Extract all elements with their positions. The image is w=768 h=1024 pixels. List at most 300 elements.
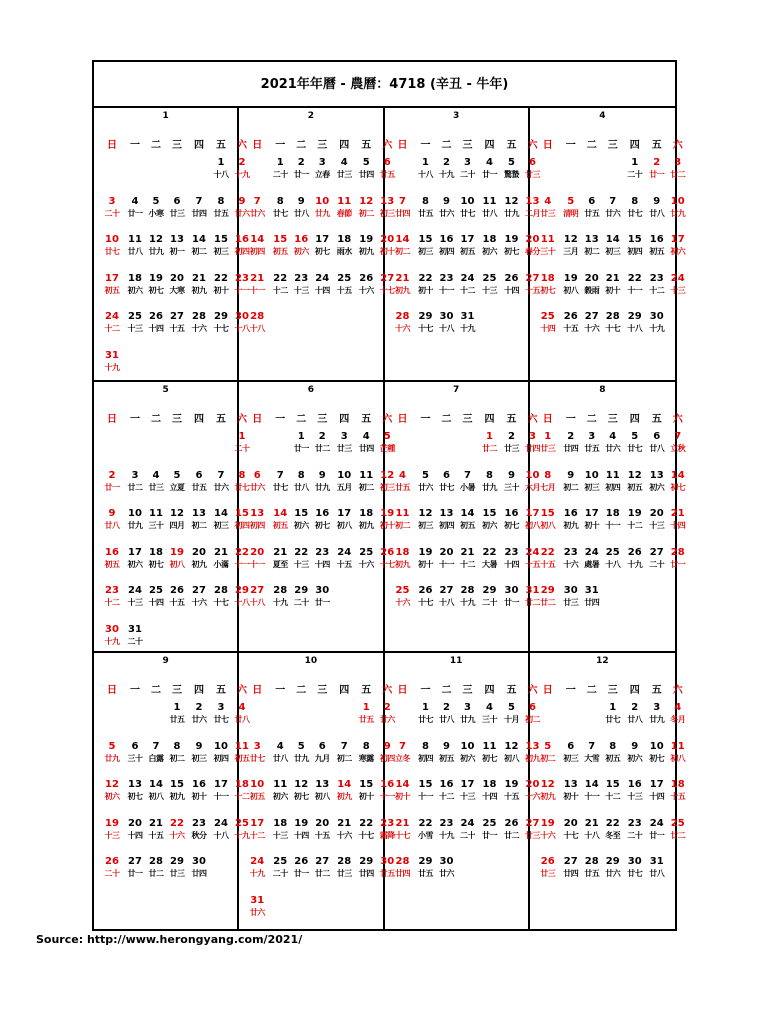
day-cell — [393, 273, 413, 297]
day-number: 17 — [584, 508, 599, 519]
lunar-date: 廿四 — [525, 444, 540, 453]
lunar-date: 初七 — [314, 247, 330, 256]
day-number: 18 — [359, 508, 374, 519]
weekday-header: 四 — [194, 140, 204, 151]
day-number: 1 — [609, 702, 617, 713]
day-number: 4 — [399, 469, 406, 481]
day-cell — [458, 818, 478, 842]
day-number: 17 — [315, 234, 330, 245]
day-number: 12 — [418, 508, 433, 519]
lunar-date: 二十 — [127, 636, 143, 646]
day-number: 25 — [605, 546, 620, 558]
day-number: 24 — [670, 272, 685, 284]
day-number: 25 — [273, 856, 288, 867]
day-number: 18 — [149, 546, 163, 558]
day-cell — [480, 196, 500, 220]
lunar-date: 十七 — [418, 324, 433, 333]
day-cell — [334, 234, 354, 258]
day-cell — [502, 234, 522, 258]
lunar-date: 初二 — [358, 208, 374, 218]
day-number: 3 — [217, 702, 225, 713]
lunar-date: 十六 — [395, 598, 410, 607]
day-number: 5 — [544, 740, 552, 752]
day-cell — [312, 741, 332, 765]
weekday-header: 四 — [484, 414, 495, 425]
day-number: 30 — [439, 856, 454, 867]
month-11 — [385, 653, 540, 929]
day-cell — [647, 702, 667, 726]
day-cell — [480, 818, 500, 842]
lunar-date: 廿七 — [249, 753, 265, 763]
day-cell — [291, 273, 311, 297]
day-number: 2 — [383, 702, 391, 713]
day-number: 23 — [192, 817, 206, 829]
day-number: 5 — [508, 157, 515, 168]
day-number: 23 — [380, 817, 395, 829]
weekday-header: 五 — [216, 685, 226, 696]
day-cell — [625, 431, 645, 455]
day-cell — [603, 702, 623, 726]
lunar-date: 十一 — [627, 285, 643, 295]
lunar-date: 廿三 — [540, 869, 556, 878]
day-cell — [102, 350, 122, 374]
lunar-date: 十六 — [540, 830, 556, 840]
lunar-date: 廿二 — [540, 598, 556, 607]
lunar-date: 初六 — [627, 753, 643, 763]
lunar-date: 初七 — [504, 521, 519, 530]
day-number: 8 — [238, 469, 246, 481]
day-cell — [167, 234, 187, 258]
day-number: 8 — [422, 740, 429, 752]
lunar-date: 廿五 — [379, 170, 395, 179]
lunar-date: 十四 — [482, 792, 497, 801]
day-cell — [247, 547, 267, 571]
day-number: 26 — [380, 546, 395, 558]
day-number: 22 — [418, 272, 433, 284]
day-cell — [458, 157, 478, 181]
lunar-date: 初七 — [148, 285, 164, 295]
lunar-date: 廿四 — [563, 444, 579, 453]
day-cell — [480, 234, 500, 258]
day-number: 6 — [588, 195, 596, 207]
lunar-date: 初五 — [104, 285, 120, 295]
day-cell — [625, 157, 645, 181]
day-number: 9 — [653, 195, 661, 207]
lunar-date: 初三 — [418, 521, 433, 530]
day-number: 10 — [337, 469, 352, 481]
day-cell — [247, 818, 267, 842]
weekday-header: 五 — [651, 685, 662, 696]
day-cell — [189, 273, 209, 297]
day-number: 16 — [192, 779, 206, 790]
weekday-header: 五 — [651, 414, 662, 425]
lunar-date: 三十 — [127, 753, 143, 763]
lunar-date: 廿八 — [104, 521, 120, 530]
day-number: 28 — [192, 311, 206, 322]
day-number: 21 — [192, 272, 206, 284]
lunar-date: 初八 — [540, 521, 556, 530]
day-number: 5 — [108, 740, 116, 752]
lunar-date: 廿四 — [358, 869, 374, 878]
lunar-date: 三十 — [540, 247, 556, 256]
weekday-header: 二 — [296, 140, 307, 151]
lunar-date: 廿一 — [482, 170, 497, 179]
lunar-date: 二十 — [293, 598, 309, 607]
day-cell — [437, 157, 457, 181]
day-cell — [312, 273, 332, 297]
lunar-date: 初十 — [395, 792, 410, 801]
day-cell — [603, 196, 623, 220]
weekday-header: 一 — [275, 414, 286, 425]
lunar-date: 廿二 — [482, 444, 497, 453]
day-cell — [102, 508, 122, 532]
day-number: 9 — [567, 469, 575, 481]
day-cell — [146, 779, 166, 803]
day-cell — [393, 508, 413, 532]
day-cell — [334, 741, 354, 765]
day-number: 2 — [508, 431, 515, 442]
lunar-date: 立冬 — [395, 753, 410, 763]
day-cell — [125, 818, 145, 842]
day-number: 11 — [670, 740, 685, 752]
lunar-date: 初七 — [504, 247, 519, 256]
day-number: 19 — [418, 546, 433, 558]
day-number: 24 — [649, 817, 664, 829]
weekday-header: 二 — [296, 414, 307, 425]
day-cell — [502, 779, 522, 803]
weekday-header: 四 — [194, 414, 204, 425]
lunar-date: 初七 — [314, 521, 330, 530]
day-cell — [647, 818, 667, 842]
day-number: 23 — [235, 272, 249, 284]
day-number: 10 — [214, 740, 228, 752]
lunar-date: 廿五 — [584, 869, 600, 878]
lunar-date: 十五 — [540, 559, 556, 569]
lunar-date: 雨水 — [336, 247, 352, 256]
lunar-date: 十一 — [379, 792, 395, 801]
day-cell — [270, 779, 290, 803]
day-number: 28 — [149, 856, 163, 867]
day-number: 21 — [273, 546, 288, 558]
lunar-date: 廿六 — [439, 208, 454, 218]
day-cell — [334, 547, 354, 571]
month-number: 4 — [599, 111, 606, 121]
lunar-date: 初五 — [272, 247, 288, 256]
day-cell — [334, 508, 354, 532]
lunar-date: 廿七 — [460, 208, 475, 218]
day-cell — [125, 624, 145, 648]
day-cell — [538, 856, 558, 880]
day-number: 24 — [250, 856, 265, 867]
day-number: 26 — [105, 856, 119, 867]
day-number: 25 — [235, 817, 249, 829]
day-number: 30 — [380, 856, 395, 867]
lunar-date: 十八 — [249, 598, 265, 607]
lunar-date: 十一 — [249, 559, 265, 569]
day-number: 4 — [131, 195, 139, 207]
day-cell — [668, 196, 688, 220]
weekday-header: 四 — [194, 685, 204, 696]
weekday-header: 六 — [672, 140, 683, 151]
day-number: 8 — [422, 195, 429, 207]
day-cell — [291, 818, 311, 842]
lunar-date: 十八 — [234, 598, 250, 607]
day-number: 28 — [395, 311, 410, 322]
lunar-date: 十八 — [627, 324, 643, 333]
day-number: 24 — [525, 546, 540, 558]
day-number: 30 — [105, 623, 119, 635]
lunar-date: 初十 — [213, 285, 229, 295]
lunar-date: 廿八 — [649, 208, 665, 218]
weekday-header: 五 — [361, 685, 372, 696]
day-cell — [625, 741, 645, 765]
day-number: 29 — [214, 311, 228, 322]
day-number: 20 — [584, 272, 599, 284]
day-number: 27 — [380, 272, 395, 284]
lunar-date: 十九 — [627, 559, 643, 569]
day-number: 1 — [422, 157, 429, 168]
day-cell — [625, 196, 645, 220]
day-cell — [625, 702, 645, 726]
lunar-date: 十九 — [460, 598, 475, 607]
day-number: 24 — [105, 311, 119, 322]
day-cell — [625, 470, 645, 494]
lunar-date: 廿一 — [504, 598, 519, 607]
weekday-header: 五 — [361, 140, 372, 151]
lunar-date: 廿九 — [504, 208, 519, 218]
lunar-date: 十五 — [670, 792, 686, 801]
lunar-date: 三十 — [504, 482, 519, 492]
weekday-header: 三 — [172, 414, 182, 425]
day-number: 3 — [653, 702, 661, 713]
day-cell — [538, 311, 558, 335]
day-cell — [502, 818, 522, 842]
lunar-date: 初四 — [234, 521, 250, 530]
lunar-date: 十一 — [605, 521, 621, 530]
day-number: 20 — [170, 272, 184, 284]
day-number: 6 — [443, 469, 450, 481]
lunar-date: 二月 — [525, 208, 540, 218]
day-cell — [125, 508, 145, 532]
day-number: 18 — [235, 779, 249, 790]
day-cell — [312, 779, 332, 803]
lunar-date: 初十 — [563, 792, 579, 801]
lunar-date: 初六 — [670, 247, 686, 256]
day-cell — [480, 470, 500, 494]
day-number: 10 — [525, 469, 540, 481]
day-cell — [312, 508, 332, 532]
day-cell — [625, 779, 645, 803]
lunar-date: 初十 — [584, 521, 600, 530]
day-number: 30 — [504, 585, 519, 596]
lunar-date: 廿八 — [439, 715, 454, 724]
day-number: 27 — [315, 856, 330, 867]
day-number: 3 — [253, 740, 261, 752]
day-number: 4 — [276, 740, 284, 752]
day-number: 19 — [504, 779, 519, 790]
lunar-date: 初五 — [249, 792, 265, 801]
lunar-date: 廿六 — [418, 482, 433, 492]
day-number: 25 — [540, 311, 555, 322]
lunar-date: 初八 — [314, 792, 330, 801]
day-cell — [334, 856, 354, 880]
day-number: 13 — [584, 234, 599, 245]
lunar-date: 初六 — [482, 521, 497, 530]
day-number: 23 — [439, 817, 454, 829]
lunar-date: 廿九 — [460, 715, 475, 724]
lunar-date: 廿七 — [234, 482, 250, 492]
day-number: 28 — [584, 856, 599, 867]
lunar-date: 十三 — [293, 285, 309, 295]
day-cell — [502, 508, 522, 532]
lunar-date: 初三 — [605, 247, 621, 256]
day-number: 11 — [128, 234, 142, 245]
day-number: 18 — [273, 817, 288, 829]
lunar-date: 初五 — [605, 753, 621, 763]
lunar-date: 二十 — [272, 170, 288, 179]
weekday-header: 日 — [542, 414, 553, 425]
day-cell — [582, 234, 602, 258]
weekday-header: 一 — [420, 414, 431, 425]
day-number: 7 — [674, 431, 682, 442]
day-number: 1 — [297, 431, 305, 442]
day-number: 14 — [149, 779, 163, 790]
day-cell — [125, 779, 145, 803]
day-cell — [502, 585, 522, 609]
day-number: 26 — [563, 311, 578, 322]
lunar-date: 十二 — [649, 285, 665, 295]
day-number: 1 — [422, 702, 429, 713]
day-number: 12 — [149, 234, 163, 245]
day-number: 26 — [504, 817, 519, 829]
day-number: 23 — [439, 272, 454, 284]
day-cell — [458, 779, 478, 803]
day-number: 19 — [504, 234, 519, 245]
lunar-date: 廿四 — [191, 208, 207, 218]
day-cell — [312, 157, 332, 181]
lunar-date: 初二 — [540, 753, 556, 763]
day-cell — [538, 234, 558, 258]
lunar-date: 廿三 — [504, 444, 519, 453]
day-cell — [167, 741, 187, 765]
lunar-date: 十八 — [213, 830, 229, 840]
lunar-date: 大暑 — [482, 559, 497, 569]
lunar-date: 春節 — [336, 208, 352, 218]
lunar-date: 廿七 — [272, 482, 288, 492]
day-number: 19 — [627, 508, 642, 519]
weekday-header: 日 — [397, 414, 408, 425]
day-cell — [437, 470, 457, 494]
day-cell — [146, 585, 166, 609]
day-cell — [312, 585, 332, 609]
day-number: 30 — [563, 585, 578, 596]
day-cell — [102, 470, 122, 494]
day-cell — [561, 431, 581, 455]
month-number: 12 — [596, 656, 609, 666]
day-cell — [167, 547, 187, 571]
day-cell — [211, 779, 231, 803]
day-number: 7 — [276, 469, 284, 481]
day-number: 22 — [214, 272, 228, 284]
day-number: 11 — [395, 508, 410, 519]
weekday-header: 日 — [107, 685, 117, 696]
lunar-date: 廿九 — [148, 247, 164, 256]
day-number: 7 — [253, 195, 261, 207]
day-number: 11 — [149, 508, 163, 519]
lunar-date: 清明 — [563, 208, 579, 218]
day-cell — [437, 311, 457, 335]
lunar-date: 初九 — [191, 285, 207, 295]
day-cell — [247, 856, 267, 880]
lunar-date: 廿三 — [169, 208, 185, 218]
day-cell — [334, 273, 354, 297]
weekday-header: 一 — [565, 685, 576, 696]
day-cell — [538, 431, 558, 455]
day-number: 23 — [649, 272, 664, 284]
lunar-date: 初七 — [293, 792, 309, 801]
day-cell — [291, 779, 311, 803]
lunar-date: 十四 — [649, 792, 665, 801]
lunar-date: 初二 — [336, 753, 352, 763]
day-number: 10 — [460, 195, 475, 207]
weekday-header: 二 — [586, 685, 597, 696]
lunar-date: 初七 — [148, 559, 164, 569]
weekday-header: 六 — [382, 414, 393, 425]
lunar-date: 十四 — [293, 830, 309, 840]
day-cell — [270, 273, 290, 297]
day-cell — [247, 273, 267, 297]
day-cell — [270, 585, 290, 609]
day-number: 28 — [273, 585, 288, 596]
lunar-date: 十二 — [460, 285, 475, 295]
day-number: 14 — [214, 508, 228, 519]
lunar-date: 初五 — [439, 753, 454, 763]
lunar-date: 九月 — [314, 753, 330, 763]
lunar-date: 十六 — [358, 285, 374, 295]
weekday-header: 六 — [237, 140, 247, 151]
day-cell — [102, 624, 122, 648]
lunar-date: 十四 — [504, 559, 519, 569]
weekday-header: 四 — [629, 685, 640, 696]
day-cell — [291, 157, 311, 181]
day-number: 23 — [627, 817, 642, 829]
day-number: 22 — [605, 817, 620, 829]
day-cell — [312, 547, 332, 571]
day-number: 11 — [605, 469, 620, 481]
day-cell — [312, 431, 332, 455]
day-cell — [270, 547, 290, 571]
lunar-date: 初九 — [540, 792, 556, 801]
lunar-date: 廿八 — [482, 208, 497, 218]
lunar-date: 廿三 — [540, 208, 556, 218]
day-number: 27 — [128, 856, 142, 867]
lunar-date: 廿七 — [418, 715, 433, 724]
day-cell — [189, 508, 209, 532]
lunar-date: 二十 — [272, 869, 288, 878]
day-cell — [668, 431, 688, 455]
weekday-header: 日 — [252, 414, 263, 425]
day-number: 3 — [131, 469, 139, 481]
weekday-header: 日 — [252, 140, 263, 151]
day-number: 20 — [128, 817, 142, 829]
day-number: 29 — [170, 856, 184, 867]
day-number: 21 — [460, 546, 475, 558]
day-number: 6 — [529, 157, 536, 168]
day-number: 9 — [443, 740, 450, 752]
lunar-date: 夏至 — [272, 559, 288, 569]
day-number: 30 — [235, 311, 249, 322]
weekday-header: 日 — [542, 685, 553, 696]
